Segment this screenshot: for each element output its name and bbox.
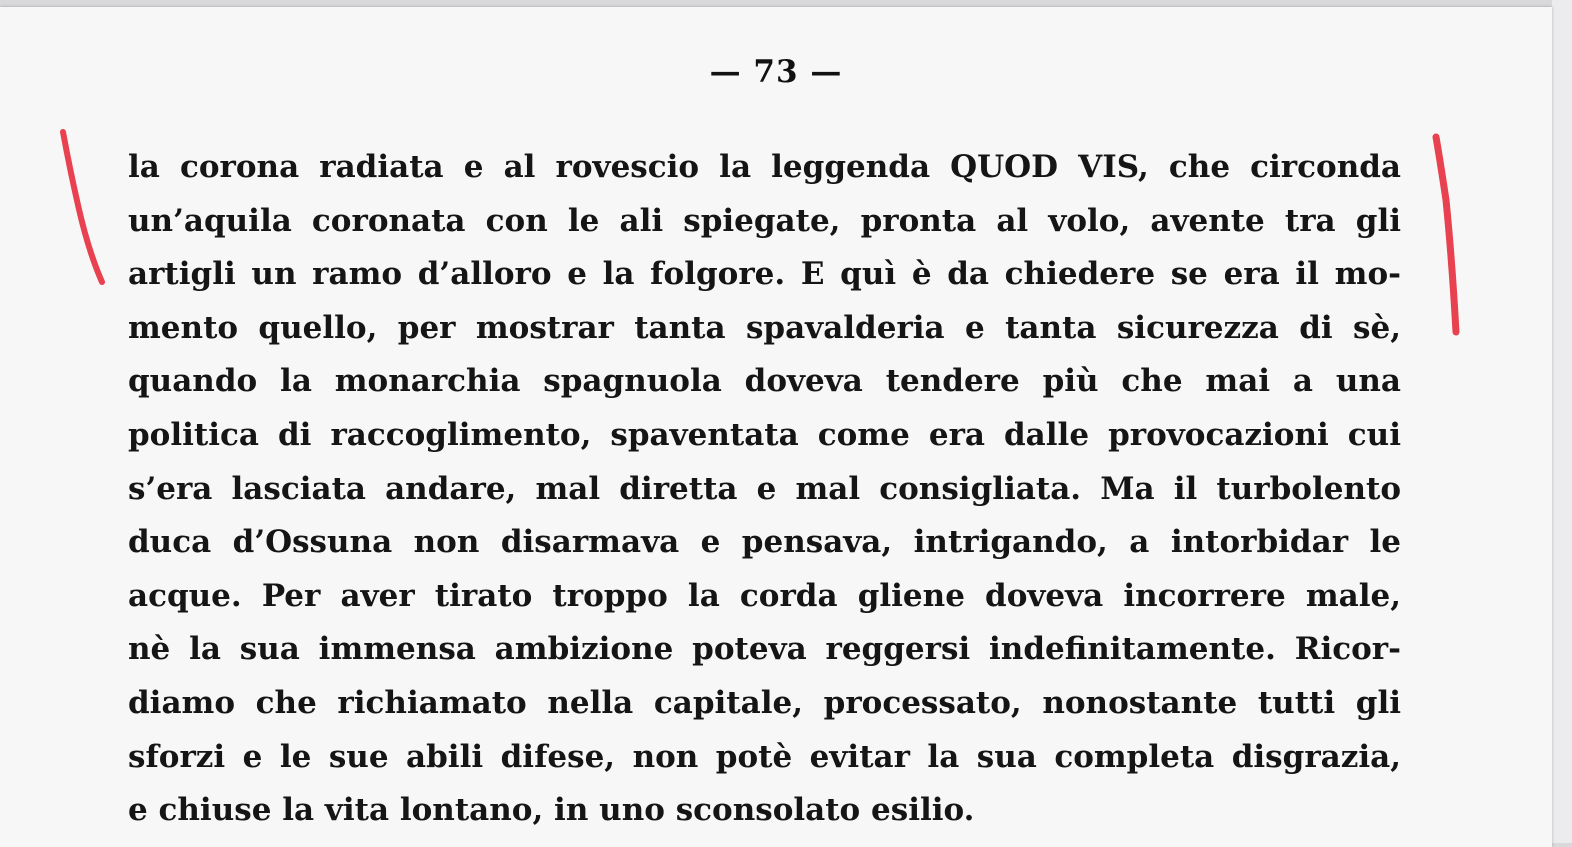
book-page xyxy=(0,7,1552,847)
text-line: s’era lasciata andare, mal diretta e mal consigliata. Ma il turbolento xyxy=(128,470,1401,507)
text-line: acque. Per aver tirato troppo la corda gliene doveva incorrere male, xyxy=(128,577,1401,614)
text-line: quando la monarchia spagnuola doveva tendere più che mai a una xyxy=(128,363,1401,400)
text-line: mento quello, per mostrar tanta spavalderia e tanta sicurezza di sè, xyxy=(128,309,1401,346)
text-line: diamo che richiamato nella capitale, processato, nonostante tutti gli xyxy=(128,684,1401,721)
viewer-edge xyxy=(1552,0,1572,843)
text-line-last: e chiuse la vita lontano, in uno sconsolato esilio. xyxy=(128,792,975,829)
text-line: un’aquila coronata con le ali spiegate, pronta al volo, avente tra gli xyxy=(128,202,1401,239)
body-text xyxy=(128,141,1401,838)
text-line: duca d’Ossuna non disarmava e pensava, intrigando, a intorbidar le xyxy=(128,524,1401,561)
text-line: artigli un ramo d’alloro e la folgore. E quì è da chiedere se era il mo- xyxy=(128,256,1401,293)
page-number: — 73 — xyxy=(709,54,843,90)
text-line: la corona radiata e al rovescio la leggenda QUOD VIS, che circonda xyxy=(128,149,1401,185)
text-line: politica di raccoglimento, spaventata come era dalle provocazioni cui xyxy=(128,416,1401,453)
text-line: sforzi e le sue abili difese, non potè evitar la sua completa disgrazia, xyxy=(128,738,1401,775)
text-line: nè la sua immensa ambizione poteva reggersi indefinitamente. Ricor- xyxy=(128,631,1401,668)
